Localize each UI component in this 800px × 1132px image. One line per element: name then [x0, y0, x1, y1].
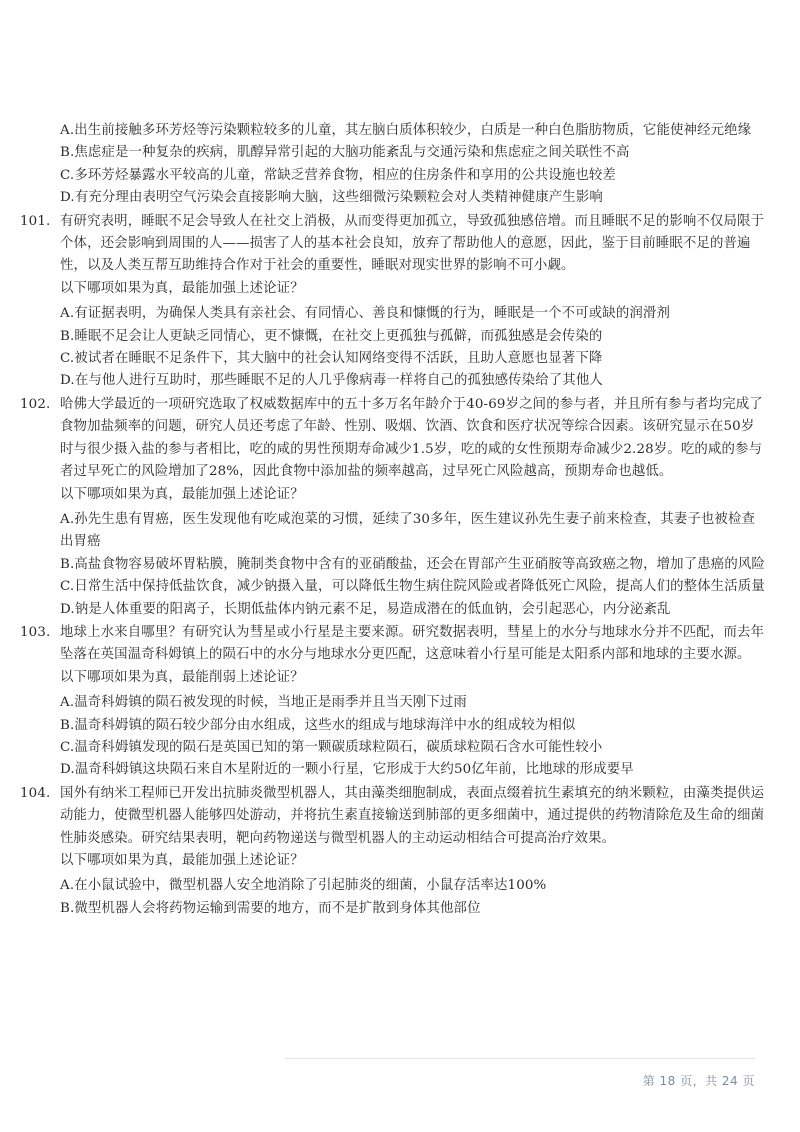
question-number: 101.: [20, 213, 51, 229]
page-content: [20, 120, 765, 920]
question-number: 103.: [20, 624, 51, 640]
option-b: B.微型机器人会将药物运输到需要的地方，而不是扩散到身体其他部位: [60, 900, 481, 916]
question-prompt: 以下哪项如果为真，最能加强上述论证？: [60, 853, 304, 868]
question-stem: 有研究表明，睡眠不足会导致人在社交上消极，从而变得更加孤立，导致孤独感倍增。而且睡眠不足的影响不仅局限于个体，还会影响到周围的人——损害了人的基本社会良知，放弃了帮助他人的意愿，因此，鉴于目前睡眠不足的普遍性，以及人类互帮互助维持合作对于社会的重要性，睡眠对现实世界的影响不可小觑。: [60, 213, 765, 274]
question-options: [60, 509, 765, 621]
question-options: [60, 875, 765, 920]
question-stem: 国外有纳米工程师已开发出抗肺炎微型机器人，其由藻类细胞制成，表面点缀着抗生素填充的纳米颗粒，由藻类提供运动能力，使微型机器人能够四处游动，并将抗生素直接输送到肺部的更多细菌中，通过提供的药物清除危及生命的细菌性肺炎感染。研究结果表明，靶向药物递送与微型机器人的主动运动相结合可提高治疗效果。: [60, 785, 765, 846]
question-stem: 地球上水来自哪里？有研究认为彗星或小行星是主要来源。研究数据表明，彗星上的水分与地球水分并不匹配，而去年坠落在英国温奇科姆镇上的陨石中的水分与地球水分更匹配，这意味着小行星可能是太阳系内部和地球的主要水源。: [60, 624, 765, 663]
question-104: [20, 783, 765, 920]
page-number: 第 18 页，共 24 页: [642, 1074, 755, 1088]
option-c: C.温奇科姆镇发现的陨石是英国已知的第一颗碳质球粒陨石，碳质球粒陨石含水可能性较小: [60, 739, 603, 755]
question-number: 104.: [20, 785, 51, 801]
question-prompt: 以下哪项如果为真，最能加强上述论证？: [60, 486, 304, 502]
question-options: [60, 303, 765, 393]
option-b: B.高盐食物容易破坏胃粘膜，腌制类食物中含有的亚硝酸盐，还会在胃部产生亚硝胺等高致癌之物，增加了患癌的风险: [60, 556, 765, 572]
option-a: A.孙先生患有胃癌，医生发现他有吃咸泡菜的习惯，延续了30多年，医生建议孙先生妻子前来检查，其妻子也被检查出胃癌: [60, 511, 756, 550]
option-c: C.被试者在睡眠不足条件下，其大脑中的社会认知网络变得不活跃，且助人意愿也显著下降: [60, 351, 603, 367]
previous-question-options: [40, 120, 765, 210]
question-number: 102.: [20, 396, 51, 412]
option-a: A.在小鼠试验中，微型机器人安全地消除了引起肺炎的细菌，小鼠存活率达100%: [60, 878, 547, 894]
option-c: C.日常生活中保持低盐饮食，减少钠摄入量，可以降低生物生病住院风险或者降低死亡风险，提高人们的整体生活质量: [60, 579, 765, 595]
option-d: D.在与他人进行互助时，那些睡眠不足的人几乎像病毒一样将自己的孤独感传染给了其他人: [60, 373, 603, 389]
option-b: B.睡眠不足会让人更缺乏同情心，更不慷慨，在社交上更孤独与孤僻，而孤独感是会传染的: [60, 328, 603, 344]
question-prompt: 以下哪项如果为真，最能加强上述论证？: [60, 280, 304, 296]
question-prompt: 以下哪项如果为真，最能削弱上述论证？: [60, 669, 304, 685]
question-103: [20, 622, 765, 782]
option-b: B.焦虑症是一种复杂的疾病，肌醇异常引起的大脑功能紊乱与交通污染和焦虑症之间关联性不高: [60, 145, 630, 161]
option-a: A.有证据表明，为确保人类具有亲社会、有同情心、善良和慷慨的行为，睡眠是一个不可或缺的润滑剂: [60, 306, 671, 322]
footer-divider: [285, 1058, 755, 1059]
question-102: [20, 394, 765, 621]
question-101: [20, 211, 765, 393]
option-d: D.温奇科姆镇这块陨石来自木星附近的一颗小行星，它形成于大约50亿年前，比地球的形成要早: [60, 762, 634, 778]
option-a: A.出生前接触多环芳烃等污染颗粒较多的儿童，其左脑白质体积较少，白质是一种白色脂肪物质，它能使神经元绝缘: [60, 123, 752, 138]
question-options: [60, 692, 765, 782]
option-a: A.温奇科姆镇的陨石被发现的时候，当地正是雨季并且当天刚下过雨: [60, 695, 467, 711]
option-d: D.钠是人体重要的阳离子，长期低盐体内钠元素不足，易造成潜在的低血钠，会引起恶心，内分泌紊乱: [60, 601, 671, 617]
question-stem: 哈佛大学最近的一项研究选取了权威数据库中的五十多万名年龄介于40-69岁之间的参与者，并且所有参与者均完成了食物加盐频率的问题，研究人员还考虑了年龄、性别、吸烟、饮酒、饮食和医疗状况等综合因素。该研究显示在50岁时与很少摄入盐的参与者相比，吃的咸的男性预期寿命减少1.5岁，吃的咸的女性预期寿命减少2.28岁。吃的咸的参与者过早死亡的风险增加了28%，因此食物中添加盐的频率越高，过早死亡风险越高，预期寿命也越低。: [60, 396, 763, 480]
option-b: B.温奇科姆镇的陨石较少部分由水组成，这些水的组成与地球海洋中水的组成较为相似: [60, 717, 576, 733]
option-d: D.有充分理由表明空气污染会直接影响大脑，这些细微污染颗粒会对人类精神健康产生影响: [60, 190, 603, 206]
option-c: C.多环芳烃暴露水平较高的儿童，常缺乏营养食物，相应的住房条件和享用的公共设施也较差: [60, 167, 616, 183]
